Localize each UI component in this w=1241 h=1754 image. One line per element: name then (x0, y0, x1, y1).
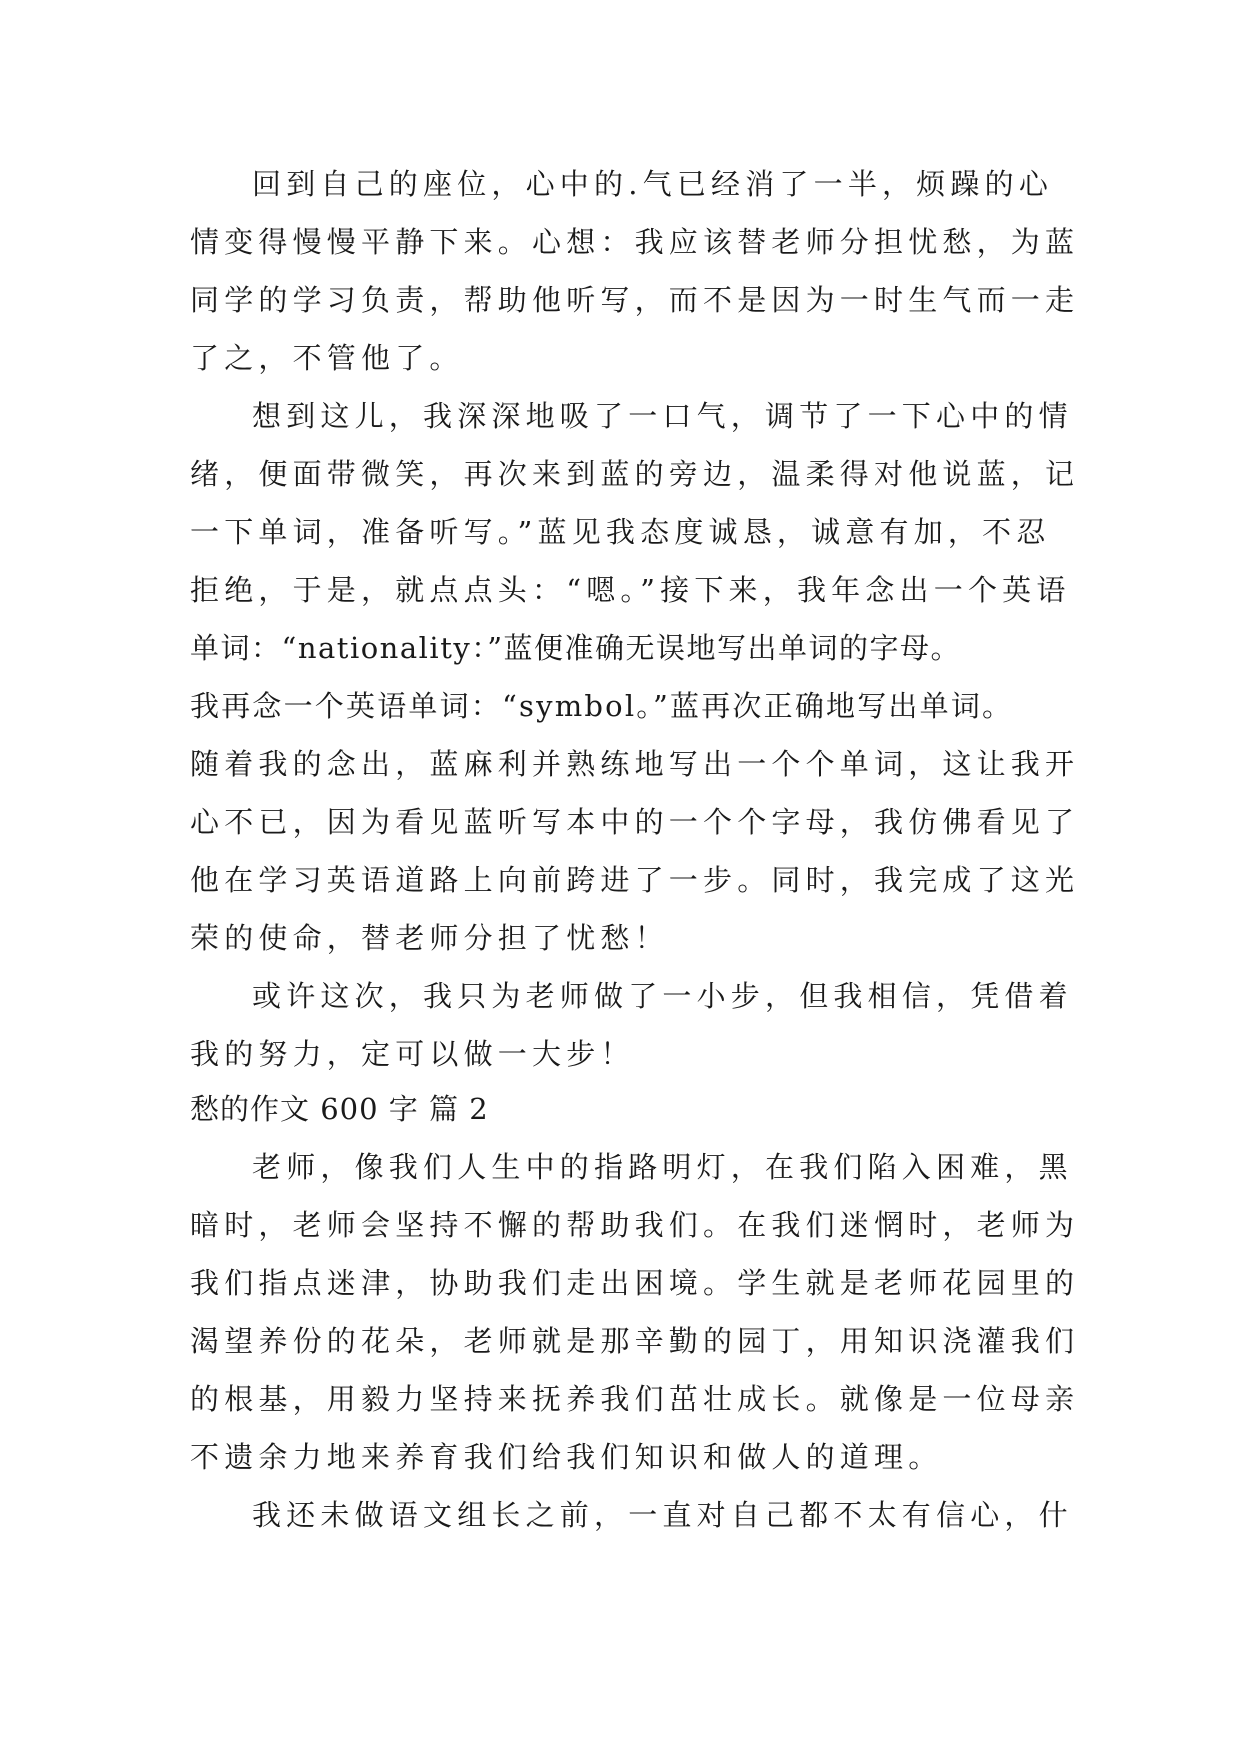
paragraph-2-line-2: 绪，便面带微笑，再次来到蓝的旁边，温柔得对他说蓝，记 (190, 457, 1080, 491)
paragraph-4-line-6: 不遗余力地来养育我们给我们知识和做人的道理。 (190, 1440, 943, 1474)
paragraph-4-line-1: 老师，像我们人生中的指路明灯，在我们陷入困难，黑 (252, 1150, 1073, 1184)
paragraph-4-line-3: 我们指点迷津，协助我们走出困境。学生就是老师花园里的 (190, 1266, 1080, 1300)
paragraph-2-line-5: 单词：“nationality：”蓝便准确无误地写出单词的字母。 (190, 631, 962, 665)
section-heading: 愁的作文 600 字 篇 2 (190, 1092, 489, 1126)
paragraph-2-line-3: 一下单词，准备听写。”蓝见我态度诚恳，诚意有加，不忍 (190, 515, 1051, 549)
paragraph-3-line-1: 或许这次，我只为老师做了一小步，但我相信，凭借着 (252, 979, 1073, 1013)
paragraph-2-line-8: 心不已，因为看见蓝听写本中的一个个字母，我仿佛看见了 (190, 805, 1080, 839)
paragraph-2-line-6: 我再念一个英语单词：“symbol。”蓝再次正确地写出单词。 (190, 689, 1014, 723)
paragraph-2-line-4: 拒绝，于是，就点点头：“嗯。”接下来，我年念出一个英语 (190, 573, 1071, 607)
paragraph-3-line-2: 我的努力，定可以做一大步！ (190, 1037, 635, 1071)
paragraph-1-line-1: 回到自己的座位，心中的.气已经消了一半，烦躁的心 (252, 167, 1054, 201)
paragraph-2-line-1: 想到这儿，我深深地吸了一口气，调节了一下心中的情 (252, 399, 1073, 433)
paragraph-4-line-2: 暗时，老师会坚持不懈的帮助我们。在我们迷惘时，老师为 (190, 1208, 1080, 1242)
paragraph-4-line-5: 的根基，用毅力坚持来抚养我们茁壮成长。就像是一位母亲 (190, 1382, 1080, 1416)
paragraph-2-line-10: 荣的使命，替老师分担了忧愁！ (190, 921, 669, 955)
paragraph-2-line-7: 随着我的念出，蓝麻利并熟练地写出一个个单词，这让我开 (190, 747, 1080, 781)
paragraph-4-line-4: 渴望养份的花朵，老师就是那辛勤的园丁，用知识浇灌我们 (190, 1324, 1080, 1358)
paragraph-2-line-9: 他在学习英语道路上向前跨进了一步。同时，我完成了这光 (190, 863, 1080, 897)
paragraph-1-line-3: 同学的学习负责，帮助他听写，而不是因为一时生气而一走 (190, 283, 1080, 317)
paragraph-1-line-4: 了之，不管他了。 (190, 341, 464, 375)
paragraph-1-line-2: 情变得慢慢平静下来。心想：我应该替老师分担忧愁，为蓝 (190, 225, 1080, 259)
paragraph-5-line-1: 我还未做语文组长之前，一直对自己都不太有信心，什 (252, 1498, 1073, 1532)
